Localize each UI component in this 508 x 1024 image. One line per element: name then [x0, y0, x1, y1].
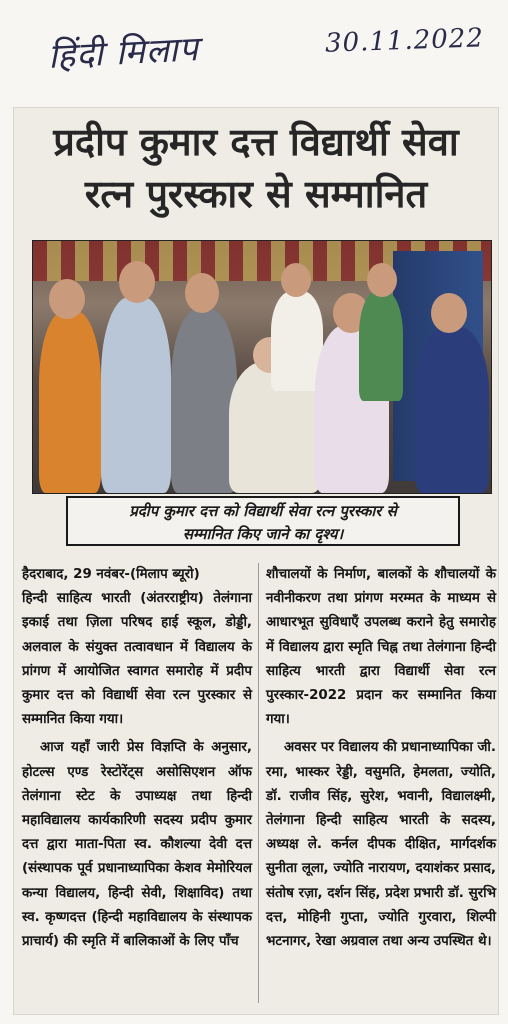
handwritten-date: 30.11.2022: [324, 23, 485, 59]
photo-person: [415, 327, 489, 493]
photo-person: [39, 311, 101, 493]
article-paragraph: शौचालयों के निर्माण, बालकों के शौचालयों के नवीनीकरण तथा प्रांगण मरम्मत के माध्यम से आधारभूत सुविधाएँ उपलब्ध कराने हेतु समारोह में विद्यालय द्वारा स्मृति चिह्न तथा तेलंगाना हिन्दी साहित्य भारती द्वारा विद्यार्थी सेवा रत्न पुरस्कार-2022 प्रदान कर सम्मानित किया गया।: [266, 567, 496, 728]
photo-person-head: [431, 293, 467, 333]
article-dateline: हैदराबाद, 29 नवंबर-(मिलाप ब्यूरो): [22, 567, 200, 582]
photo-person: [359, 291, 403, 401]
article-paragraph: आज यहाँ जारी प्रेस विज्ञप्ति के अनुसार, होटल्स एण्ड रेस्टोरेंट्स असोसिएशन ऑफ तेलंगाना स्टेट के उपाध्यक्ष तथा हिन्दी महाविद्यालय कार्यकारिणी सदस्य प्रदीप कुमार दत्त द्वारा माता-पिता स्व. कौशल्या देवी दत्त (संस्थापक पूर्व प्रधानाध्यापिका केशव मेमोरियल कन्या विद्यालय, हिन्दी सेवी, शिक्षाविद) तथा स्व. कृष्णदत्त (हिन्दी महाविद्यालय के संस्थापक प्राचार्य) की स्मृति में बालिकाओं के लिए पाँच: [22, 740, 252, 950]
photo-person-head: [185, 273, 219, 313]
photo-person: [101, 297, 171, 493]
headline-line-1: प्रदीप कुमार दत्त विद्यार्थी सेवा: [53, 120, 459, 164]
photo-caption-line-2: सम्मानित किए जाने का दृश्य।: [182, 525, 344, 543]
photo-caption: [66, 496, 460, 546]
photo-person: [171, 309, 237, 493]
photo-person-head: [49, 279, 85, 319]
photo-caption-line-1: प्रदीप कुमार दत्त को विद्यार्थी सेवा रत्न पुरस्कार से: [129, 502, 397, 520]
article-clipping: [14, 108, 498, 1014]
handwritten-paper-name: हिंदी मिलाप: [47, 29, 200, 77]
photo-person-head: [281, 263, 311, 297]
headline-line-2: रत्न पुरस्कार से सम्मानित: [84, 172, 428, 216]
photo-person-head: [367, 263, 397, 297]
photo-person-head: [119, 261, 155, 303]
column-divider: [258, 563, 259, 1003]
article-headline: [14, 116, 498, 220]
article-column-right: [266, 563, 496, 954]
ceremony-photo: [32, 240, 492, 494]
article-paragraph: हिन्दी साहित्य भारती (अंतरराष्ट्रीय) तेलंगाना इकाई तथा ज़िला परिषद हाई स्कूल, डोड्डी, अलवाल के संयुक्त तत्वावधान में विद्यालय के प्रांगण में आयोजित स्वागत समारोह में प्रदीप कुमार दत्त को विद्यार्थी सेवा रत्न पुरस्कार से सम्मानित किया गया।: [22, 591, 252, 728]
article-column-left: [22, 563, 252, 954]
article-paragraph: अवसर पर विद्यालय की प्रधानाध्यापिका जी. रमा, भास्कर रेड्डी, वसुमति, हेमलता, ज्योति, डॉ. राजीव सिंह, सुरेश, भवानी, विद्यालक्ष्मी, तेलंगाना हिन्दी साहित्य भारती के सदस्य, अध्यक्ष ले. कर्नल दीपक दीक्षित, मार्गदर्शक सुनीता लूला, ज्योति नारायण, दयाशंकर प्रसाद, संतोष रज़ा, दर्शन सिंह, प्रदेश प्रभारी डॉ. सुरभि दत्त, मोहिनी गुप्ता, ज्योति गुरवारा, शिल्पी भटनागर, रेखा अग्रवाल तथा अन्य उपस्थित थे।: [266, 740, 496, 950]
